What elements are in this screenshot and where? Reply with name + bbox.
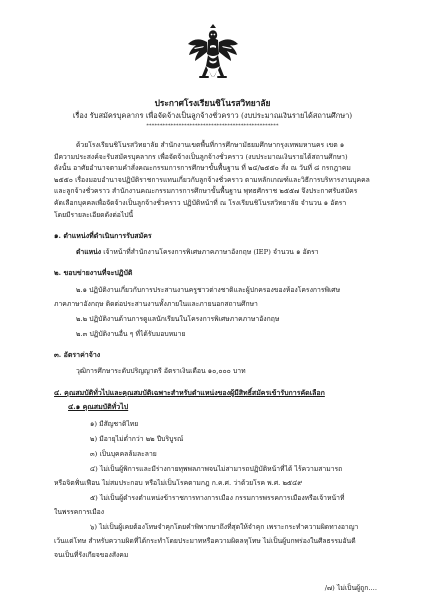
section-2-line: ๒.๑ ปฏิบัติงานเกี่ยวกับการประสานงานครูชาวต่างชาติและผู้ปกครองของห้องโครงการพิเศษ [76,286,341,294]
position-text: เจ้าหน้าที่สำนักงานโครงการพิเศษภาคภาษาอังกฤษ (IEP) จำนวน ๑ อัตรา [103,248,319,256]
qualification-item: จนเป็นที่รังเกียจของสังคม [54,551,129,559]
intro-paragraph [54,140,384,221]
wage-rate-text: วุฒิการศึกษาระดับปริญญาตรี อัตราเงินเดือน ๑๐,๐๐๐ บาท [76,367,246,375]
intro-line: ดังนั้น อาศัยอำนาจตามคำสั่งคณะกรรมการการศึกษาขั้นพื้นฐาน ที่ ๒๔/๒๕๕๐ สั่ง ณ วันที่ ๘ กรกฎาคม [54,164,351,173]
intro-line: มีความประสงค์จะรับสมัครบุคลากร เพื่อจัดจ้างเป็นลูกจ้างชั่วคราว (งบประมาณเงินรายได้สถานศึกษา) [54,152,348,161]
announcement-title: ประกาศโรงเรียนชิโนรสวิทยาลัย [154,98,271,108]
qualification-item: เว้นแต่โทษ สำหรับความผิดที่ได้กระทำโดยประมาทหรือความผิดลหุโทษ ไม่เป็นผู้บกพร่องในศีลธรรมอันดี [54,537,356,545]
section-1-heading: ๑. ตำแหน่งที่ดำเนินการรับสมัคร [54,231,152,240]
intro-line: และลูกจ้างชั่วคราว สำนักงานคณะกรรมการการศึกษาขั้นพื้นฐาน พุทธศักราช ๒๕๕๗ จึงประกาศรับสมัคร [54,187,358,196]
section-2-line: ภาคภาษาอังกฤษ ติดต่อประสานงานทั้งภายในและภายนอกสถานศึกษา [54,300,258,308]
qualification-item: ๑) มีสัญชาติไทย [90,420,139,428]
qualification-item: หรือจิตฟั่นเฟือน ไม่สมประกอบ หรือไม่เป็นโรคตามกฎ ก.ค.ศ. ว่าด้วยโรค พ.ศ. ๒๕๔๙ [54,479,303,487]
intro-line: โดยมีรายละเอียดดังต่อไปนี้ [54,210,134,219]
section-2-heading: ๒. ขอบข่ายงานที่จะปฏิบัติ [54,268,133,277]
position-label: ตำแหน่ง [76,248,102,256]
section-3-heading: ๓. อัตราค่าจ้าง [54,350,101,359]
qualification-item: ๕) ไม่เป็นผู้ดำรงตำแหน่งข้าราชการทางการเมือง กรรมการพรรคการเมืองหรือเจ้าหน้าที่ [90,494,345,502]
garuda-emblem-icon [186,24,240,86]
section-2-line: ๒.๒ ปฏิบัติงานด้านการดูแลนักเรียนในโครงการพิเศษภาคภาษาอังกฤษ [76,315,280,323]
intro-line: ๒๕๕๐ เรื่องมอบอำนาจปฏิบัติราชการแทนเกี่ยวกับลูกจ้างชั่วคราว ตามหลักเกณฑ์และวิธีการบริหารงานบุคคล [54,175,370,184]
qualification-item: ๖) ไม่เป็นผู้เคยต้องโทษจำคุกโดยคำพิพากษาถึงที่สุดให้จำคุก เพราะกระทำความผิดทางอาญา [90,523,359,531]
announcement-subject: เรื่อง รับสมัครบุคลากร เพื่อจัดจ้างเป็นลูกจ้างชั่วคราว (งบประมาณเงินรายได้สถานศึกษา) [72,111,353,120]
section-4-heading: ๔. คุณสมบัติทั่วไปและคุณสมบัติเฉพาะสำหรับตำแหน่งของผู้มีสิทธิ์สมัครเข้ารับการคัดเลือก [54,388,325,397]
qualification-item: ในพรรคการเมือง [54,508,105,516]
section-1-position [76,246,319,257]
intro-line: คัดเลือกบุคคลเพื่อจัดจ้างเป็นลูกจ้างชั่วคราว ปฏิบัติหน้าที่ ณ โรงเรียนชิโนรสวิทยาลัย จำนวน ๑ อัตรา [54,198,347,207]
qualification-item: ๓) เป็นบุคคลล้มละลาย [90,450,157,458]
section-4-1-heading: ๔.๑ คุณสมบัติทั่วไป [68,402,129,411]
qualification-item: ๔) ไม่เป็นผู้พิการและมีร่างกายทุพพลภาพจนไม่สามารถปฏิบัติหน้าที่ได้ ไร้ความสามารถ [90,465,343,473]
section-2-line: ๒.๓ ปฏิบัติงานอื่น ๆ ที่ได้รับมอบหมาย [76,330,186,338]
star-divider: ************************************************* [146,123,279,129]
continuation-footer: /๗) ไม่เป็นผู้ถูก.... [324,584,377,592]
qualification-item: ๒) มีอายุไม่ต่ำกว่า ๒๒ ปีบริบูรณ์ [90,435,184,443]
intro-line: ด้วยโรงเรียนชิโนรสวิทยาลัย สำนักงานเขตพื้นที่การศึกษามัธยมศึกษากรุงเทพมหานคร เขต ๑ [76,141,345,149]
